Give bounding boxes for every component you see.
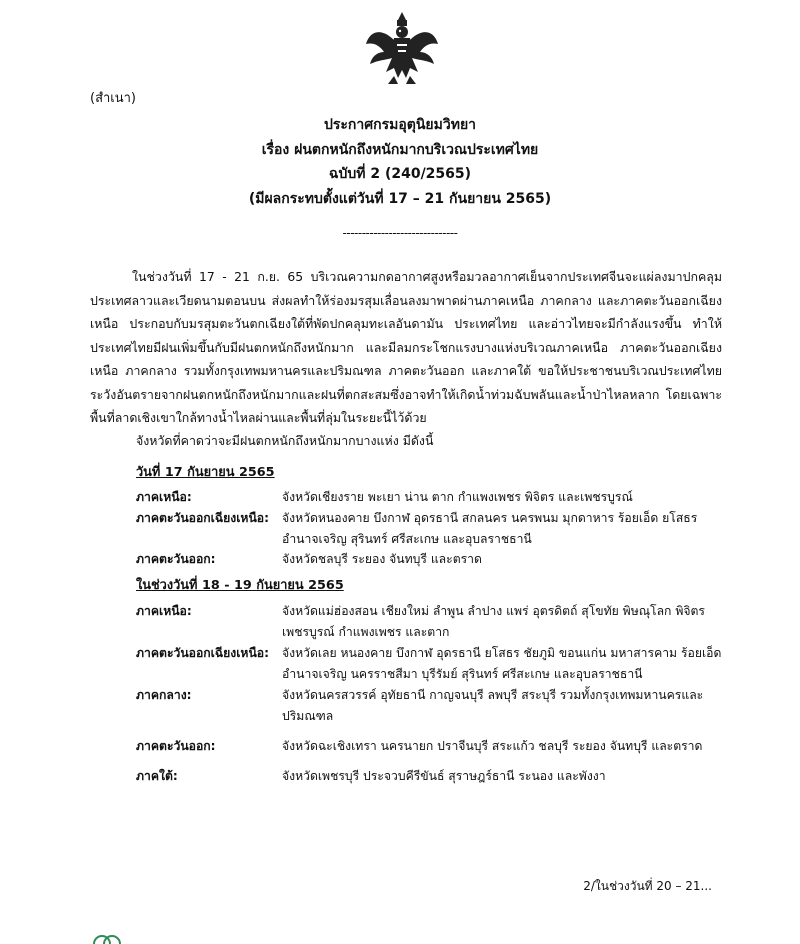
region-provinces: จังหวัดเลย หนองคาย บึงกาฬ อุดรธานี ยโสธร ชัยภูมิ ขอนแก่น มหาสารคาม ร้อยเอ็ด อำนาจเจริญ นครราชสีมา บุรีรัมย์ สุรินทร์ ศรีสะเกษ และอุบลราชธานี (282, 646, 722, 681)
region-provinces: จังหวัดนครสวรรค์ อุทัยธานี กาญจนบุรี ลพบุรี สระบุรี รวมทั้งกรุงเทพมหานครและปริมณฑล (282, 688, 704, 723)
section-title: วันที่ 17 กันยายน 2565 (136, 465, 275, 480)
announcement-issue: ฉบับที่ 2 (240/2565) (328, 166, 472, 182)
region-label: ภาคตะวันออกเฉียงเหนือ: (136, 511, 269, 525)
paragraph-text: ในช่วงวันที่ 17 - 21 ก.ย. 65 บริเวณความกดอากาศสูงหรือมวลอากาศเย็นจากประเทศจีนจะแผ่ลงมาปกคลุมประเทศลาวและเวียดนามตอนบน ส่งผลทำให้ร่องมรสุมเลื่อนลงมาพาดผ่านภาคเหนือ ภาคกลาง และภาคตะวันออกเฉียงเหนือ ประกอบกับมรสุมตะวันตกเฉียงใต้ที่พัดปกคลุมทะเลอันดามัน ประเทศไทย และอ่าวไทยจะมีกำลังแรงขึ้น ทำให้ประเทศไทยมีฝนเพิ่มขึ้นกับมีฝนตกหนักถึงหนักมาก และมีลมกระโชกแรงบางแห่งบริเวณภาคเหนือ ภาคตะวันออกเฉียงเหนือ ภาคกลาง รวมทั้งกรุงเทพมหานครและปริมณฑล ภาคตะวันออก และภาคใต้ ขอให้ประชาชนบริเวณประเทศไทยระวังอันตรายจากฝนตกหนักถึงหนักมากและฝนที่ตกสะสมซึ่งอาจทำให้เกิดน้ำท่วมฉับพลันและน้ำป่าไหลหลาก โดยเฉพาะพื้นที่ลาดเชิงเขาใกล้ทางน้ำไหลผ่านและพื้นที่ลุ่มในระยะนี้ไว้ด้วย (90, 269, 722, 425)
region-provinces: จังหวัดฉะเชิงเทรา นครนายก ปราจีนบุรี สระแก้ว ชลบุรี ระยอง จันทบุรี และตราด (282, 739, 703, 753)
announcement-subject: เรื่อง ฝนตกหนักถึงหนักมากบริเวณประเทศไทย (261, 141, 539, 158)
announcement-title: ประกาศกรมอุตุนิยมวิทยา (323, 117, 477, 133)
section-17-september (136, 461, 736, 482)
document-header (0, 113, 800, 211)
region-provinces: จังหวัดเพชรบุรี ประจวบคีรีขันธ์ สุราษฎร์ธานี ระนอง และพังงา (282, 769, 606, 783)
provinces-intro: จังหวัดที่คาดว่าจะมีฝนตกหนักถึงหนักมากบางแห่ง มีดังนี้ (136, 433, 434, 448)
department-logo-icon (90, 934, 130, 944)
region-provinces: จังหวัดชลบุรี ระยอง จันทบุรี และตราด (282, 552, 482, 566)
region-label: ภาคตะวันออกเฉียงเหนือ: (136, 646, 269, 660)
section-title: ในช่วงวันที่ 18 - 19 กันยายน 2565 (136, 578, 344, 593)
region-provinces: จังหวัดแม่ฮ่องสอน เชียงใหม่ ลำพูน ลำปาง แพร่ อุตรดิตถ์ สุโขทัย พิษณุโลก พิจิตร เพชรบูรณ์ กำแพงเพชร และตาก (282, 604, 705, 639)
region-label: ภาคเหนือ: (136, 490, 192, 504)
region-label: ภาคตะวันออก: (136, 552, 216, 566)
region-provinces: จังหวัดหนองคาย บึงกาฬ อุดรธานี สกลนคร นครพนม มุกดาหาร ร้อยเอ็ด ยโสธร อำนาจเจริญ สุรินทร์ ศรีสะเกษ และอุบลราชธานี (282, 511, 698, 546)
region-provinces: จังหวัดเชียงราย พะเยา น่าน ตาก กำแพงเพชร พิจิตร และเพชรบูรณ์ (282, 490, 633, 504)
header-divider: ------------------------------ (342, 226, 458, 240)
garuda-emblem-icon (364, 8, 440, 88)
region-label: ภาคใต้: (136, 769, 178, 783)
region-label: ภาคเหนือ: (136, 604, 192, 618)
section-18-19-september (136, 574, 736, 595)
region-label: ภาคตะวันออก: (136, 739, 216, 753)
copy-mark: (สำเนา) (90, 91, 137, 106)
body-paragraph (90, 265, 722, 430)
region-label: ภาคกลาง: (136, 688, 192, 702)
continuation-note: 2/ในช่วงวันที่ 20 – 21... (583, 879, 712, 893)
announcement-effective-date: (มีผลกระทบตั้งแต่วันที่ 17 – 21 กันยายน 2565) (248, 190, 552, 207)
